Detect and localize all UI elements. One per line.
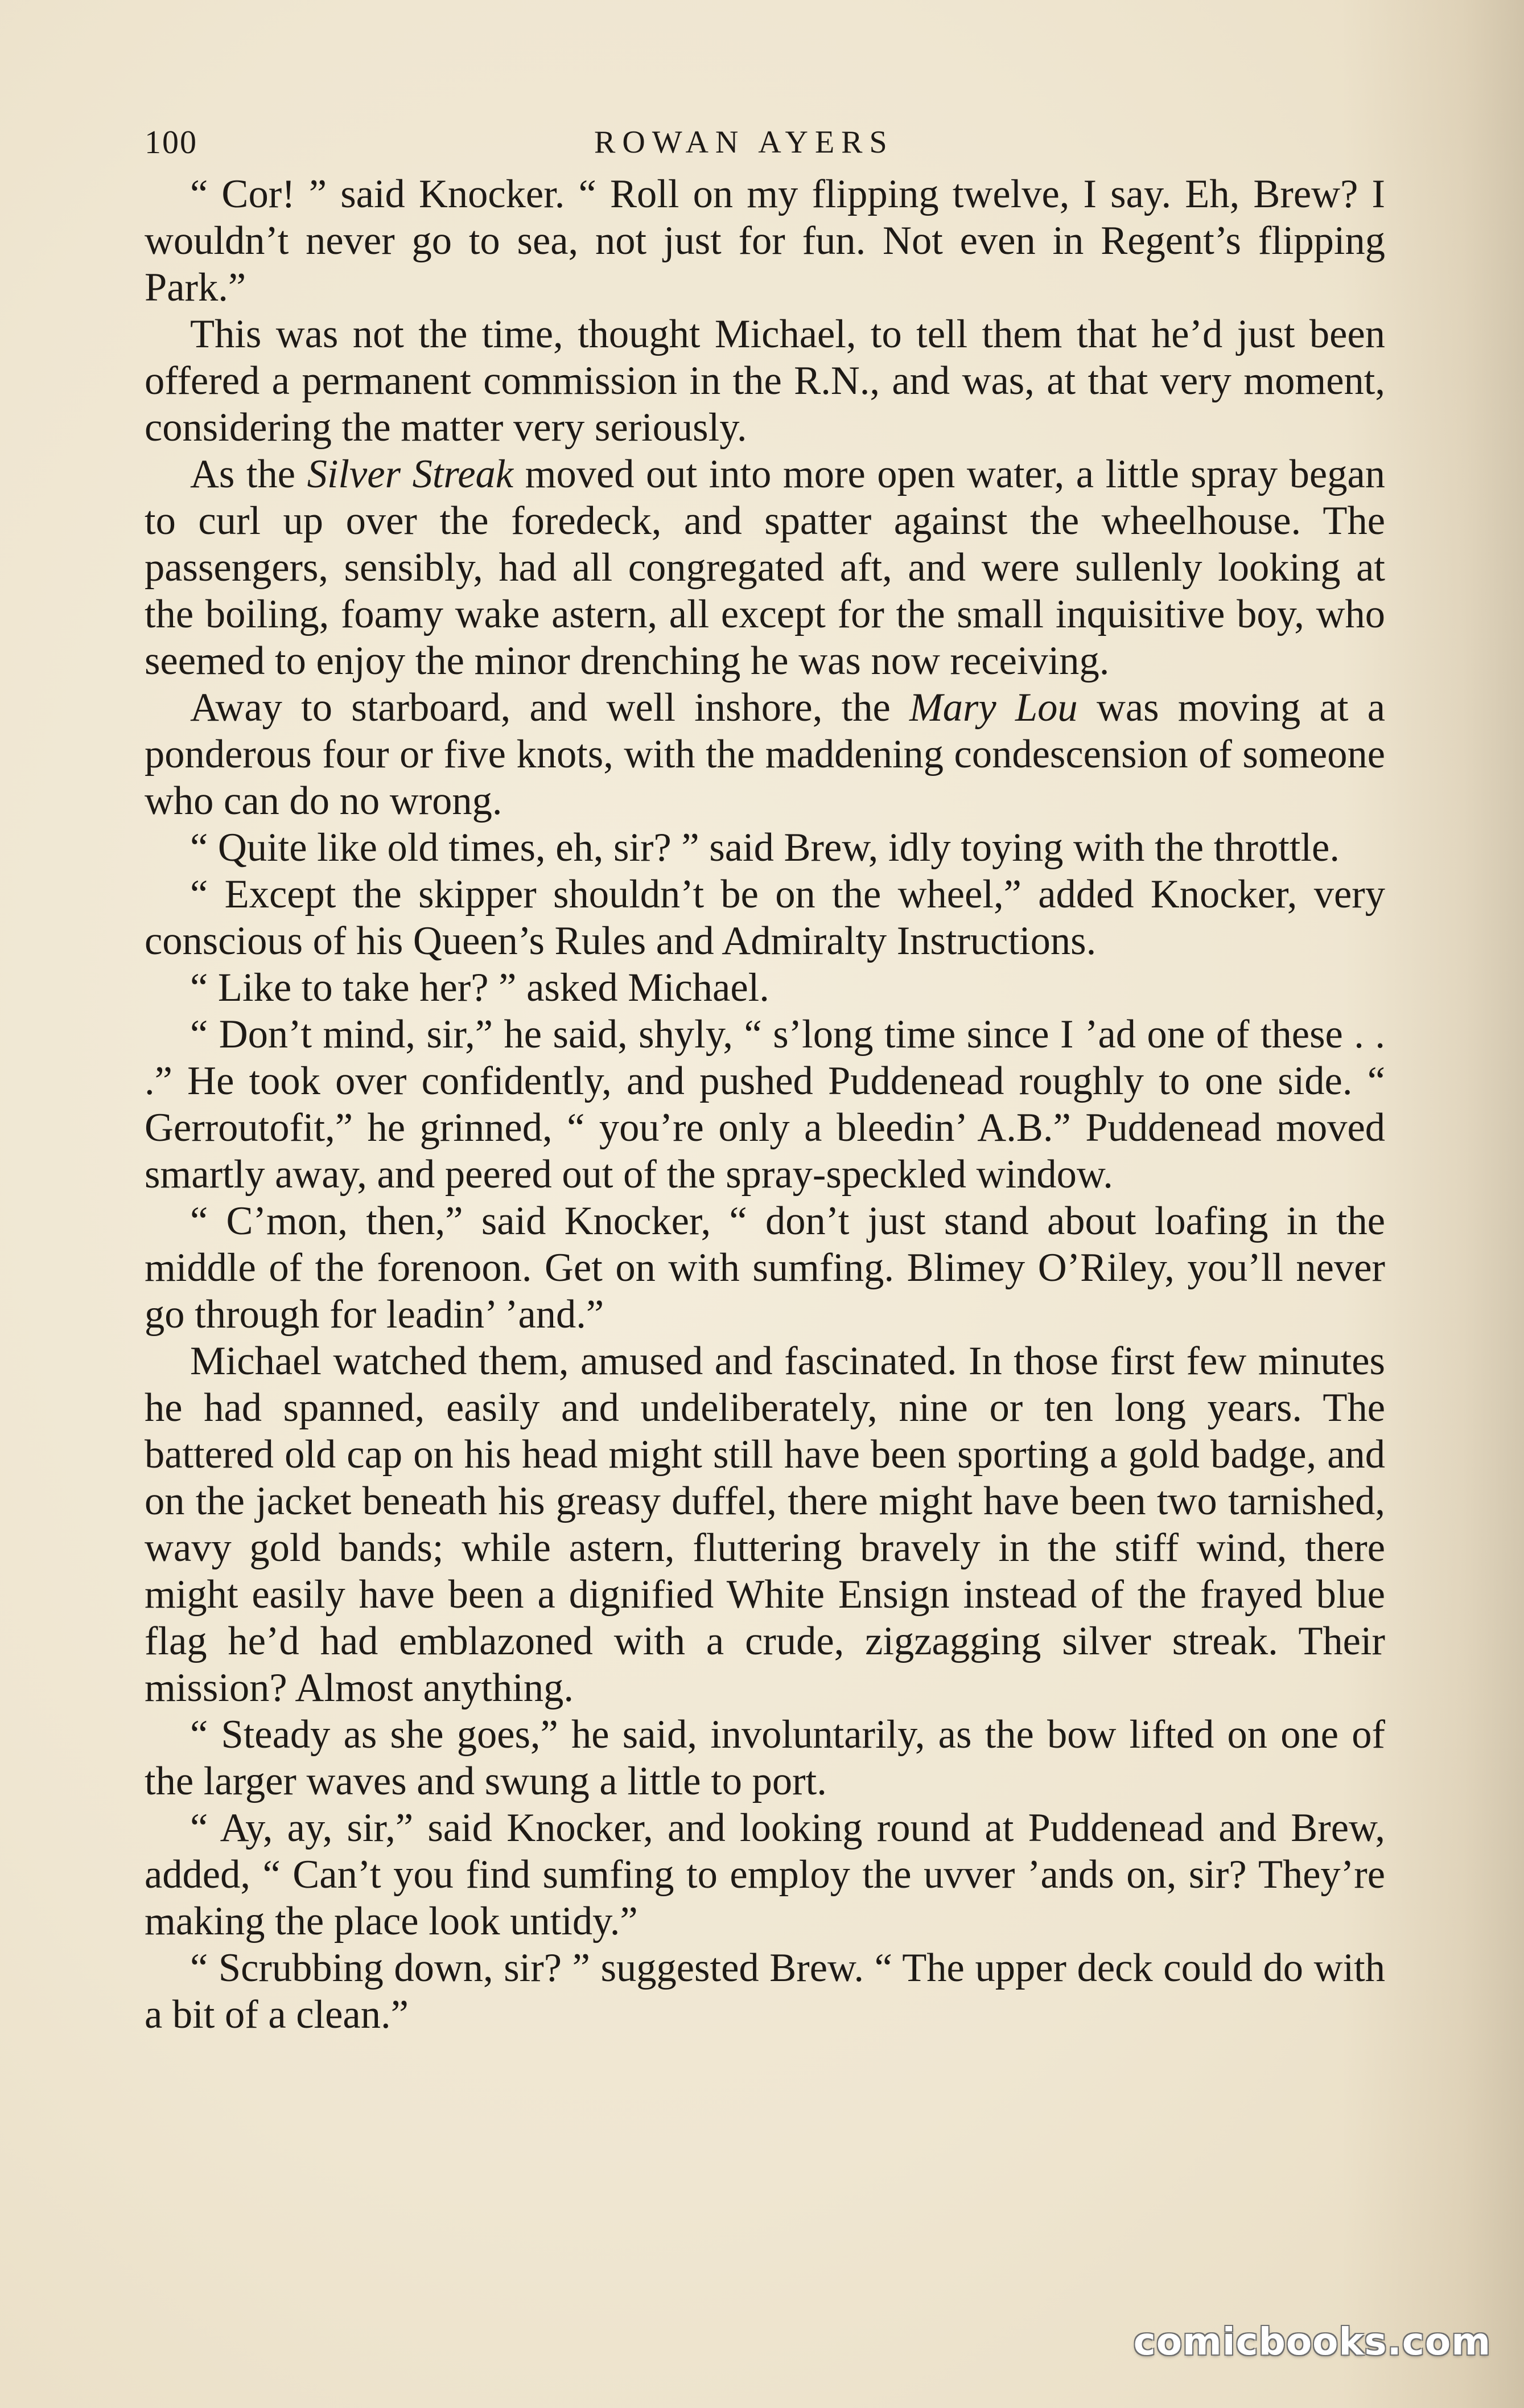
page-header [145, 117, 1385, 168]
paragraph [145, 1945, 1385, 2038]
paragraph [145, 311, 1385, 451]
text-run: “ Like to take her? ” asked Michael. [190, 965, 769, 1010]
text-run: Michael watched them, amused and fascinated. In those first few minutes he had spanned, easily and undeliberately, nine or ten long years. The battered old cap on his head might still have been sporting a gold badge, and on the jacket beneath his greasy duffel, there might have been two tarnished, wavy gold bands; while astern, fluttering bravely in the stiff wind, there might easily have been a dignified White Ensign instead of the frayed blue flag he’d had emblazoned with a crude, zigzagging silver streak. Their mission? Almost anything. [145, 1339, 1385, 1710]
text-run: moved out into more open water, a little spray began to curl up over the foredeck, and spatter against the wheelhouse. The passengers, sensibly, had all congregated aft, and were sullenly looking at the boiling, foamy wake astern, all except for the small inquisitive boy, who seemed to enjoy the minor drenching he was now receiving. [145, 452, 1385, 683]
paragraph [145, 171, 1385, 311]
paragraph [145, 871, 1385, 964]
paragraph [145, 824, 1385, 871]
running-head: ROWAN AYERS [594, 125, 894, 160]
paragraph [145, 964, 1385, 1011]
text-run: “ Steady as she goes,” he said, involuntarily, as the bow lifted on one of the larger waves and swung a little to port. [145, 1712, 1385, 1803]
text-run: “ Don’t mind, sir,” he said, shyly, “ s’long time since I ’ad one of these . . .” He took over confidently, and pushed Puddenead roughly to one side. “ Gerroutofit,” he grinned, “ you’re only a bleedin’ A.B.” Puddenead moved smartly away, and peered out of the spray-speckled window. [145, 1012, 1385, 1197]
paragraph [145, 1805, 1385, 1945]
text-run: “ Quite like old times, eh, sir? ” said Brew, idly toying with the throttle. [190, 825, 1340, 870]
text-run: “ Ay, ay, sir,” said Knocker, and looking round at Puddenead and Brew, added, “ Can’t you find sumfing to employ the uvver ’ands on, sir? They’re making the place look untidy.” [145, 1806, 1385, 1943]
text-run: “ Scrubbing down, sir? ” suggested Brew. “ The upper deck could do with a bit of a clean.” [145, 1946, 1385, 2037]
page-number: 100 [145, 124, 197, 161]
text-run: was moving at a ponderous four or five knots, with the maddening condescension of someone who can do no wrong. [145, 685, 1385, 823]
text-run: Away to starboard, and well inshore, the [190, 685, 909, 730]
paragraph [145, 1011, 1385, 1198]
paragraph [145, 1198, 1385, 1338]
body-text [145, 171, 1385, 2038]
paragraph [145, 684, 1385, 824]
paragraph [145, 451, 1385, 684]
text-run: “ Cor! ” said Knocker. “ Roll on my flipping twelve, I say. Eh, Brew? I wouldn’t never go to sea, not just for fun. Not even in Regent’s flipping Park.” [145, 172, 1385, 310]
text-run: “ C’mon, then,” said Knocker, “ don’t just stand about loafing in the middle of the forenoon. Get on with sumfing. Blimey O’Riley, you’ll never go through for leadin’ ’and.” [145, 1199, 1385, 1337]
text-run: As the [190, 452, 307, 496]
paragraph [145, 1711, 1385, 1805]
text-run: This was not the time, thought Michael, to tell them that he’d just been offered a permanent commission in the R.N., and was, at that very moment, considering the matter very seriously. [145, 312, 1385, 450]
text-run: “ Except the skipper shouldn’t be on the wheel,” added Knocker, very conscious of his Queen’s Rules and Admiralty Instructions. [145, 872, 1385, 963]
paragraph [145, 1338, 1385, 1711]
italic-text: Mary Lou [909, 685, 1078, 730]
italic-text: Silver Streak [307, 452, 514, 496]
watermark: comicbooks.com [1133, 2320, 1491, 2364]
